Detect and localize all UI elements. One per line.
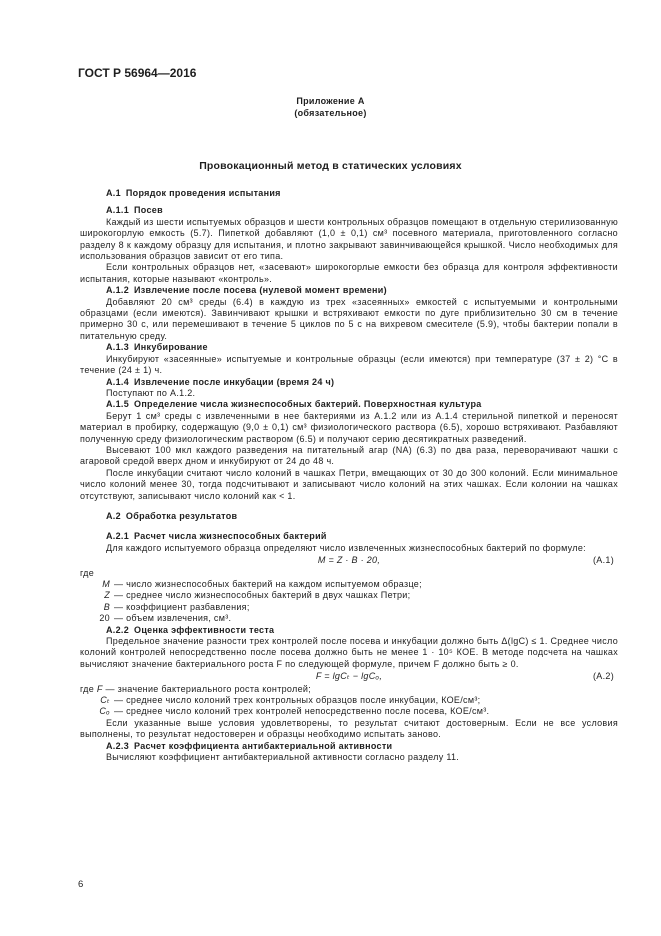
paragraph: После инкубации считают число колоний в чашках Петри, вмещающих от 30 до 300 колоний. Если минимальное число колоний менее 30, тогда подсчитывают и записывают число колоний на этих чашках. Если колонии на чашках отсутствуют, записывают число колоний как < 1.	[80, 467, 618, 501]
section-heading-a2-3: А.2.3 Расчет коэффициента антибактериальной активности	[106, 740, 393, 751]
paragraph: Берут 1 см³ среды с извлеченными в нее бактериями из А.1.2 или из А.1.4 стерильной пипеткой и переносят материал в пробирку, содержащую (9,0 ± 0,1) см³ физиологического раствора (6.5), хорошо встряхивают. Разбавляют полученную среду физиологическим раствором (6.5) и получают серию десятикратных разведений.	[80, 410, 618, 444]
appendix-status: (обязательное)	[294, 108, 367, 118]
definition-item: M — число жизнеспособных бактерий на каждом испытуемом образце;	[102, 579, 422, 589]
section-heading-a1-1: А.1.1 Посев	[106, 205, 163, 216]
definition-item: B — коэффициент разбавления;	[103, 601, 250, 612]
definition-item: Cₜ — среднее число колоний трех контрольных образцов после инкубации, КОЕ/см³;	[100, 695, 481, 706]
paragraph: Добавляют 20 см³ среды (6.4) в каждую из трех «засеянных» емкостей с испытуемыми и контрольными образцами (если имеются). Завинчивают крышки и встряхивают емкости по дуге приблизительно 30 см в течение примерно 30 с, или перемешивают в течение 5 циклов по 5 с на вихревом смесителе (5.9), чтобы бактерии попали в питательную среду.	[80, 296, 618, 341]
paragraph: Высевают 100 мкл каждого разведения на питательный агар (NA) (6.3) по два раза, переворачивают чашки с агаровой средой вверх дном и инкубируют от 24 до 48 ч.	[80, 444, 618, 467]
definition-item: 20 — объем извлечения, см³.	[99, 613, 232, 624]
paragraph: Если указанные выше условия удовлетворены, то результат считают достоверным. Если не все условия выполнены, то результат недостоверен и образцы необходимо испытать заново.	[80, 717, 618, 740]
paragraph: Для каждого испытуемого образца определяют число извлеченных жизнеспособных бактерий по формуле:	[106, 542, 586, 553]
definition-item: Z — среднее число жизнеспособных бактерий в двух чашках Петри;	[104, 590, 411, 601]
formula-number: (А.1)	[592, 555, 614, 566]
document-body	[80, 188, 618, 764]
section-heading-a1: А.1 Порядок проведения испытания	[106, 188, 281, 198]
formula-a2	[80, 671, 618, 682]
formula-expression: M = Z · B · 20,	[317, 555, 381, 566]
formula-a1	[80, 555, 618, 566]
appendix-title: Приложение А	[296, 96, 365, 106]
paragraph: Предельное значение разности трех контролей после посева и инкубации должно быть Δ(lgC) ≤ 1. Среднее число колоний контролей непосредственно после посева должно быть не менее 1 · 10⁵ КОЕ. В методе подсчета на чашках вычисляют значение бактериального роста F по следующей формуле, причем F должно быть ≥ 0.	[80, 636, 618, 669]
paragraph: Вычисляют коэффициент антибактериальной активности согласно разделу 11.	[106, 752, 460, 763]
paragraph: Поступают по А.1.2.	[106, 387, 196, 398]
paragraph: Каждый из шести испытуемых образцов и шести контрольных образцов помещают в отдельную стерилизованную широкогорлую емкость (5.7). Пипеткой добавляют (1,0 ± 0,1) см³ посевного материала, приготовленного согласно разделу 8 к каждому образцу для испытания, и плотно закрывают завинчивающейся крышкой. Число необходимых для использования образцов зависит от его типа.	[80, 216, 618, 262]
section-heading-a2-1: А.2.1 Расчет числа жизнеспособных бактерий	[106, 531, 327, 542]
paragraph: Инкубируют «засеянные» испытуемые и контрольные образцы (если имеются) при температуре (37 ± 2) °С в течение (24 ± 1) ч.	[80, 353, 618, 376]
paragraph: Если контрольных образцов нет, «засевают» широкогорлые емкости без образца для контроля эффективности испытания, которые называют «контроль».	[80, 262, 618, 284]
definition-item: где F — значение бактериального роста контролей;	[80, 683, 312, 694]
definitions-intro: где	[80, 567, 95, 578]
definition-item: Cₒ — среднее число колоний трех контролей непосредственно после посева, КОЕ/см³.	[99, 706, 490, 717]
section-heading-a1-2: А.1.2 Извлечение после посева (нулевой момент времени)	[106, 285, 387, 296]
section-heading-a2-2: А.2.2 Оценка эффективности теста	[106, 624, 275, 635]
formula-expression: F = lgCₜ − lgCₒ,	[315, 671, 383, 682]
document-code: ГОСТ Р 56964—2016	[78, 66, 197, 80]
section-heading-a2: А.2 Обработка результатов	[106, 510, 238, 521]
section-heading-a1-5: А.1.5 Определение числа жизнеспособных бактерий. Поверхностная культура	[106, 399, 482, 410]
section-heading-a1-3: А.1.3 Инкубирование	[106, 342, 208, 353]
section-heading-a1-4: А.1.4 Извлечение после инкубации (время 24 ч)	[106, 376, 335, 387]
main-title: Провокационный метод в статических условиях	[199, 160, 462, 172]
formula-number: (А.2)	[592, 671, 614, 682]
page-number: 6	[78, 879, 84, 890]
